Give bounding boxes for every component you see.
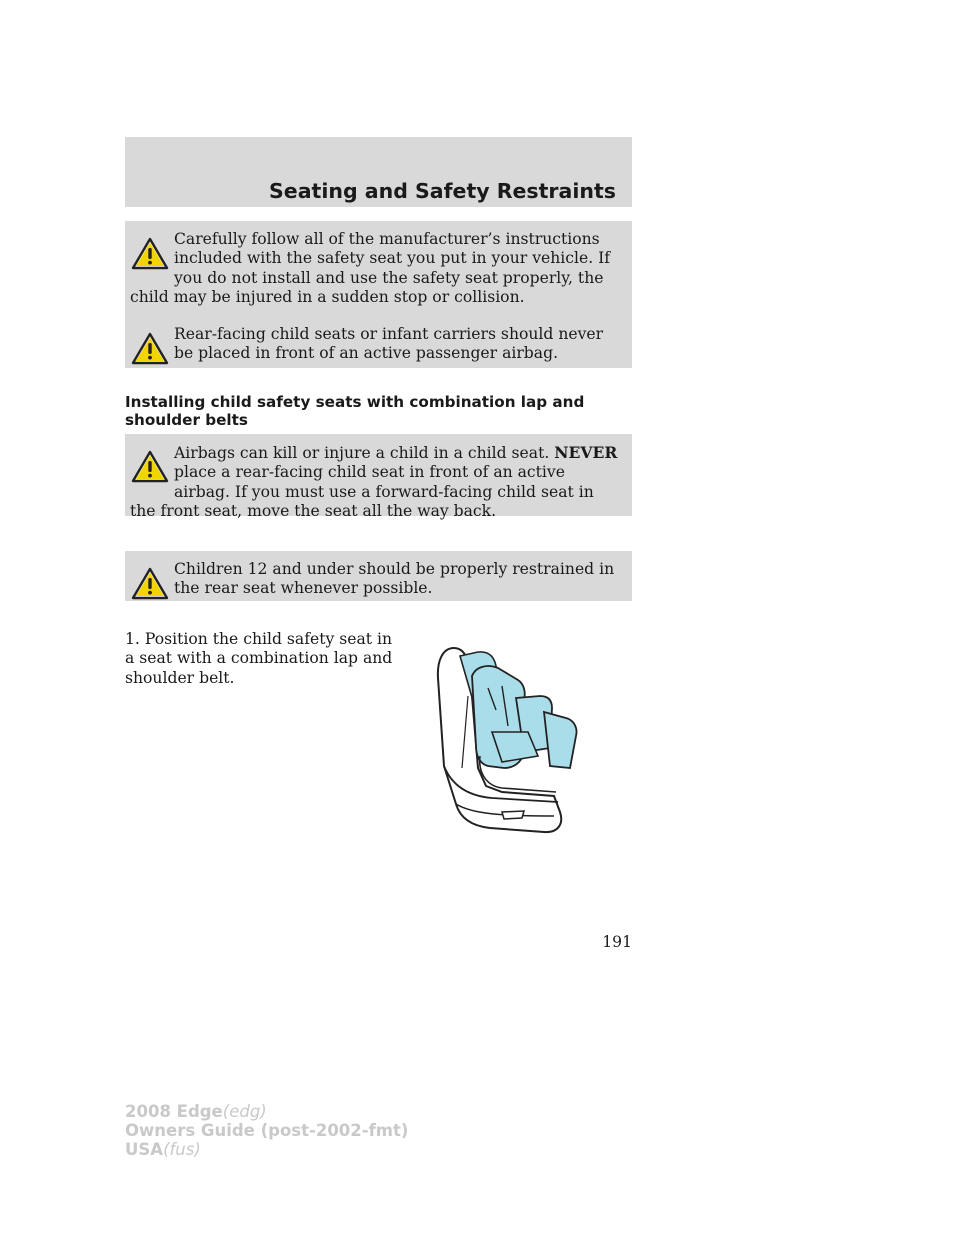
section-heading: Installing child safety seats with combination lap and shoulder belts	[125, 393, 585, 429]
warning-box	[125, 434, 632, 521]
warning-text: Carefully follow all of the manufacturer’s instructions included with the safety seat you put in your vehicle. If you do not install and use the safety seat properly, the child may be injured in a sudden stop or collision.	[130, 230, 611, 307]
page-number: 191	[602, 933, 632, 951]
step-text: 1. Position the child safety seat in a seat with a combination lap and shoulder belt.	[125, 630, 393, 687]
footer-meta: 2008 Edge(edg) Owners Guide (post-2002-fmt) USA(fus)	[125, 1102, 409, 1159]
warning-triangle-icon	[130, 449, 170, 485]
warning-text: Rear-facing child seats or infant carriers should never be placed in front of an active passenger airbag.	[174, 325, 604, 363]
warning-box	[125, 551, 632, 601]
warning-triangle-icon	[130, 566, 170, 602]
section-title: Seating and Safety Restraints	[269, 179, 616, 203]
emphasis-never: NEVER	[554, 443, 618, 462]
warning-text: Children 12 and under should be properly restrained in the rear seat whenever possible.	[174, 560, 615, 598]
child-seat-illustration	[432, 636, 584, 846]
warning-triangle-icon	[130, 236, 170, 272]
section-header	[125, 137, 632, 207]
warning-text: Airbags can kill or injure a child in a child seat. NEVER place a rear-facing child seat in front of an active airbag. If you must use a forward-facing child seat in the front seat, move the seat all the way back.	[130, 443, 618, 521]
warning-triangle-icon	[130, 331, 170, 367]
warning-box	[125, 316, 632, 368]
